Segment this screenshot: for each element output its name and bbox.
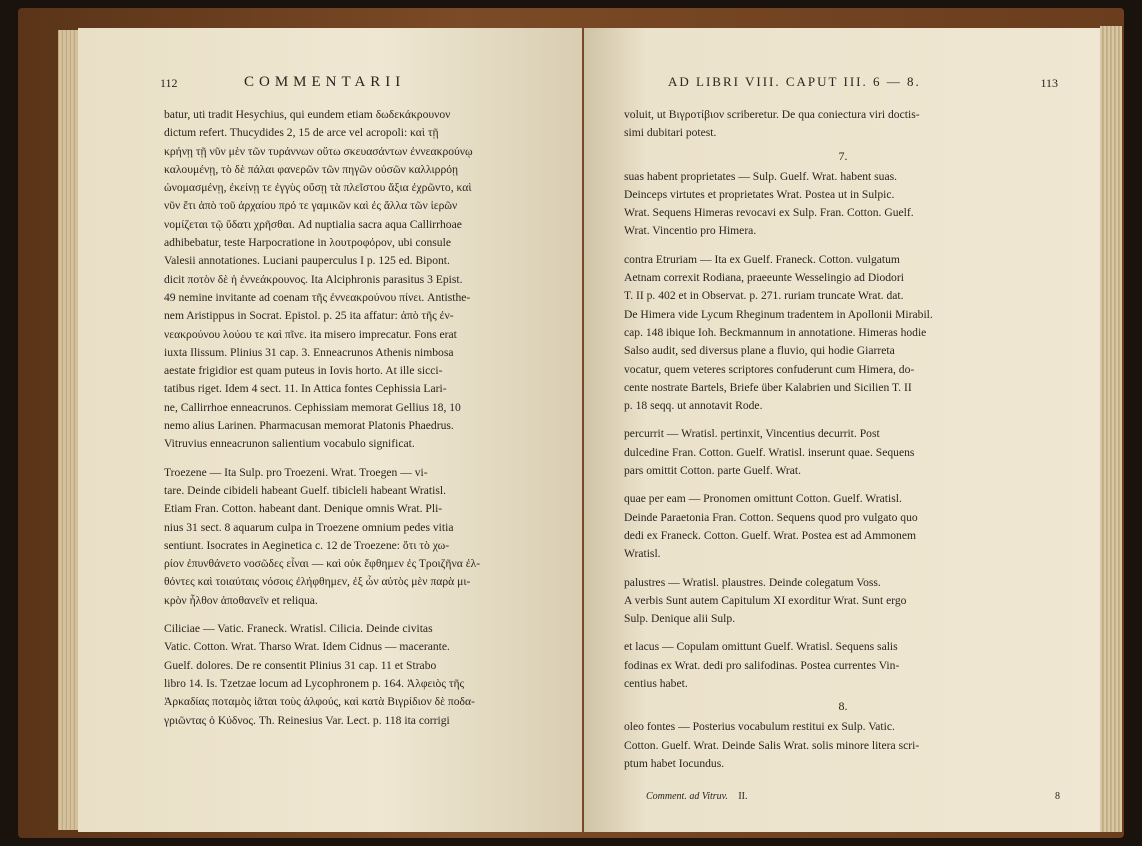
text-line: fodinas ex Wrat. dedi pro salifodinas. Postea currentes Vin- <box>624 658 900 672</box>
right-running-title: AD LIBRI VIII. CAPUT III. 6 — 8. <box>668 74 921 89</box>
page-footer <box>646 791 1060 802</box>
text-line: dulcedine Fran. Cotton. Guelf. Wratisl. inserunt quae. Sequens <box>624 445 915 459</box>
text-line: Cotton. Guelf. Wrat. Deinde Salis Wrat. solis minore litera scri- <box>624 738 920 752</box>
text-line: Vitruvius enneacrunon salientium vocabulo significat. <box>164 437 415 451</box>
right-page-text <box>624 106 1062 773</box>
right-page-number: 113 <box>1040 76 1058 90</box>
footer-signature: 8 <box>1055 791 1060 802</box>
text-line: De Himera vide Lycum Rheginum tradentem in Apollonii Mirabil. <box>624 307 933 321</box>
text-line: suas habent proprietates — Sulp. Guelf. Wrat. habent suas. <box>624 169 897 183</box>
text-line: Wratisl. <box>624 547 661 561</box>
right-page <box>584 28 1100 832</box>
text-line: contra Etruriam — Ita ex Guelf. Franeck. Cotton. vulgatum <box>624 252 900 266</box>
text-line: centius habet. <box>624 677 688 691</box>
text-line: A verbis Sunt autem Capitulum XI exorditur Wrat. Sunt ergo <box>624 593 907 607</box>
text-line: Deinde Paraetonia Fran. Cotton. Sequens quod pro vulgato quo <box>624 510 918 524</box>
text-line: vocatur, quem veteres scriptores confuderunt cum Himera, do- <box>624 362 915 376</box>
text-line: nem Aristippus in Socrat. Epistol. p. 25 ita affatur: ἀπὸ τῆς ἐν- <box>164 309 454 323</box>
text-line: oleo fontes — Posterius vocabulum restitui ex Sulp. Vatic. <box>624 720 895 734</box>
text-line: tare. Deinde cibideli habeant Guelf. tibicleli habeant Wratisl. <box>164 483 446 497</box>
text-line: pars omittit Cotton. parte Guelf. Wrat. <box>624 464 802 478</box>
text-line: Salso audit, sed diversus plane a fluvio, qui hodie Giarreta <box>624 344 895 358</box>
text-line: κρὸν ἦλθον ἀποθανεῖν et reliqua. <box>164 593 318 607</box>
book-spread <box>18 8 1124 838</box>
text-line: palustres — Wratisl. plaustres. Deinde colegatum Voss. <box>624 575 881 589</box>
text-line: Vatic. Cotton. Wrat. Tharso Wrat. Idem Cidnus — macerante. <box>164 640 450 654</box>
text-line: cente nostrate Bartels, Briefe über Kalabrien und Sicilien T. II <box>624 380 912 394</box>
footer-volume: II. <box>738 791 748 802</box>
text-line: iuxta Ilissum. Plinius 31 cap. 3. Enneacrunos Athenis nimbosa <box>164 345 454 359</box>
text-line: νομίζεται τῷ ὕδατι χρῆσθαι. Ad nuptialia sacra aqua Callirrhoae <box>164 217 462 231</box>
text-line: dedi ex Franeck. Cotton. Guelf. Wrat. Postea est ad Ammonem <box>624 528 916 542</box>
text-line: Ciliciae — Vatic. Franeck. Wratisl. Cilicia. Deinde civitas <box>164 622 433 636</box>
text-line: batur, uti tradit Hesychius, qui eundem etiam δωδεκάκρουνον <box>164 108 451 121</box>
text-line: Wrat. Sequens Himeras revocavi ex Sulp. Fran. Cotton. Guelf. <box>624 206 914 220</box>
text-line: Troezene — Ita Sulp. pro Troezeni. Wrat. Troegen — vi- <box>164 465 428 479</box>
text-line: quae per eam — Pronomen omittunt Cotton. Guelf. Wratisl. <box>624 492 902 506</box>
text-line: et lacus — Copulam omittunt Guelf. Wratisl. Sequens salis <box>624 640 898 654</box>
right-page-edges <box>1100 26 1122 832</box>
left-page <box>78 28 582 832</box>
right-running-head <box>624 74 1062 100</box>
text-line: p. 18 seqq. ut annotavit Rode. <box>624 399 763 413</box>
text-line: ρίον ἐπυνθάνετο νοσῶδες εἶναι — καὶ οὐκ ἔφθημεν ἐς Τροιζῆνα ἐλ- <box>164 557 481 571</box>
text-line: ὠνομασμένῃ, ἐκείνῃ τε ἐγγὺς οὔσῃ τὰ πλεῖστου ἄξια ἐχρῶντο, καὶ <box>164 181 472 195</box>
left-running-head <box>160 74 548 100</box>
text-line: libro 14. Is. Tzetzae locum ad Lycophronem p. 164. Ἀλφειὸς τῆς <box>164 676 465 690</box>
text-line: dictum refert. Thucydides 2, 15 de arce vel acropoli: καὶ τῇ <box>164 126 439 140</box>
section-number: 7. <box>838 148 848 163</box>
left-page-edges <box>58 30 80 830</box>
text-line: Deinceps virtutes et proprietates Wrat. Postea ut in Sulpic. <box>624 187 895 201</box>
text-line: T. II p. 402 et in Observat. p. 271. ruriam truncate Wrat. dat. <box>624 289 904 303</box>
text-line: νεακρούνου λούου τε καὶ πῖνε. ita misero imprecatur. Fons erat <box>164 327 457 341</box>
text-line: nius 31 sect. 8 aquarum culpa in Troezene omnium pedes vitia <box>164 520 454 534</box>
text-line: ptum habet Iocundus. <box>624 756 725 770</box>
left-running-title: COMMENTARII <box>244 74 406 90</box>
left-page-number: 112 <box>160 76 178 90</box>
text-line: cap. 148 ibique Ioh. Beckmannum in annotatione. Himeras hodie <box>624 325 927 339</box>
text-line: Wrat. Vincentio pro Himera. <box>624 224 757 238</box>
text-line: simi dubitari potest. <box>624 126 717 140</box>
text-line: adhibebatur, teste Harpocratione in λουτροφόρον, ubi consule <box>164 236 451 250</box>
text-line: voluit, ut Βιγροτίβιον scriberetur. De qua coniectura viri doctis- <box>624 108 920 121</box>
text-line: κρήνῃ τῇ νῦν μὲν τῶν τυράννων οὕτω σκευασάντων ἐννεακρούνῳ <box>164 144 473 158</box>
text-line: Aetnam correxit Rodiana, praeeunte Wesselingio ad Diodori <box>624 271 904 285</box>
text-line: Guelf. dolores. De re consentit Plinius 31 cap. 11 et Strabo <box>164 658 437 672</box>
text-line: Etiam Fran. Cotton. habeant dant. Denique omnis Wrat. Pli- <box>164 502 443 516</box>
text-line: ne, Callirrhoe enneacrunos. Cephissiam memorat Gellius 18, 10 <box>164 400 461 414</box>
section-number: 8. <box>838 699 848 714</box>
text-line: Ἀρκαδίας ποταμὸς ἰᾶται τοὺς ἀλφούς, καὶ κατὰ Βιγρίδιον δὲ ποδα- <box>164 695 475 709</box>
text-line: 49 nemine invitante ad coenam τῆς ἐννεακρούνου πίνει. Antisthe- <box>164 290 471 304</box>
text-line: καλουμένῃ, τὸ δὲ πάλαι φανερῶν τῶν πηγῶν οὐσῶν καλλιρρόῃ <box>164 162 459 176</box>
text-line: nemo alius Larinen. Pharmacusan memorat Platonis Phaedrus. <box>164 419 454 433</box>
text-line: sentiunt. Isocrates in Aeginetica c. 12 de Troezene: ὅτι τὸ χω- <box>164 538 450 552</box>
left-page-text <box>164 106 548 730</box>
text-line: tatibus riget. Idem 4 sect. 11. In Attica fontes Cephissia Lari- <box>164 382 447 396</box>
text-line: νῦν ἔτι ἀπὸ τοῦ ἀρχαίου πρό τε γαμικῶν καὶ ἐς ἄλλα τῶν ἱερῶν <box>164 199 458 213</box>
text-line: Sulp. Denique alii Sulp. <box>624 612 736 626</box>
text-line: Valesii annotationes. Luciani pauperculus I p. 125 ed. Bipont. <box>164 254 450 268</box>
text-line: θόντες καὶ τοιαύταις νόσοις ἐλήφθημεν, ἐξ ὧν αὐτὸς μὲν παρὰ μι- <box>164 575 471 589</box>
footer-title: Comment. ad Vitruv. <box>646 791 728 802</box>
text-line: dicit ποτὸν δὲ ἡ ἐννεάκρουνος. Ita Alciphronis parasitus 3 Epist. <box>164 272 463 286</box>
text-line: percurrit — Wratisl. pertinxit, Vincentius decurrit. Post <box>624 427 880 441</box>
text-line: aestate frigidior est quam puteus in Iovis horto. At ille sicci- <box>164 364 443 378</box>
text-line: γριῶντας ὁ Κύδνος. Th. Reinesius Var. Lect. p. 118 ita corrigi <box>164 713 450 727</box>
